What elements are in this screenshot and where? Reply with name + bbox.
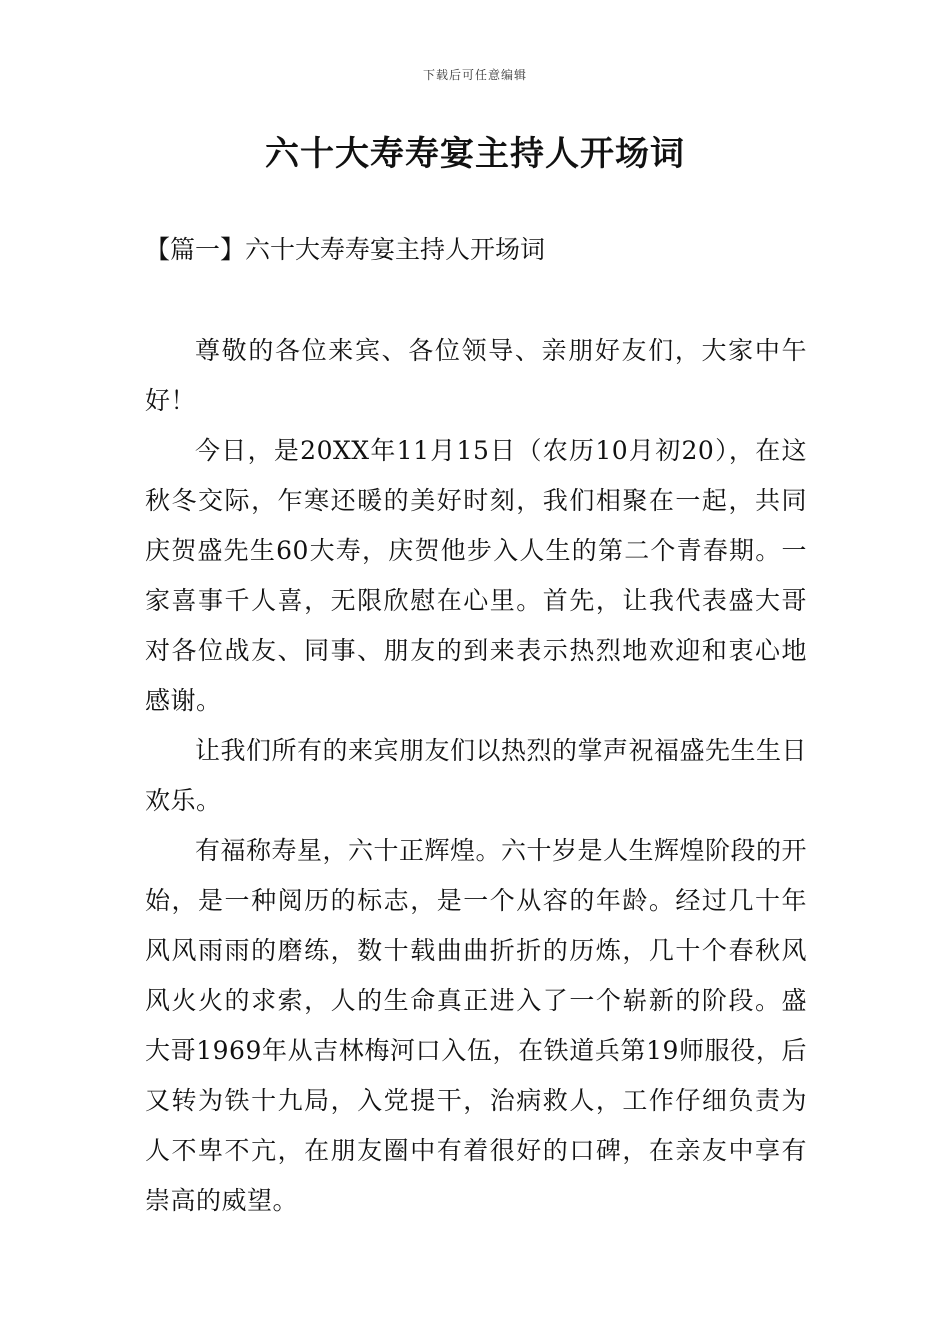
body-text — [145, 326, 807, 1226]
document-title: 六十大寿寿宴主持人开场词 — [265, 134, 685, 174]
header-note: 下载后可任意编辑 — [422, 68, 527, 82]
paragraph-biography: 有福称寿星，六十正辉煌。六十岁是人生辉煌阶段的开始，是一种阅历的标志，是一个从容的年龄。经过几十年风风雨雨的磨练，数十载曲曲折折的历炼，几十个春秋风风火火的求索，人的生命真正进入了一个崭新的阶段。盛大哥1969年从吉林梅河口入伍，在铁道兵第19师服役，后又转为铁十九局，入党提干，治病救人，工作仔细负责为人不卑不亢，在朋友圈中有着很好的口碑，在亲友中享有崇高的威望。 — [145, 836, 808, 1215]
paragraph-applause: 让我们所有的来宾朋友们以热烈的掌声祝福盛先生生日欢乐。 — [145, 736, 808, 815]
paragraph-occasion: 今日，是20XX年11月15日（农历10月初20），在这秋冬交际，乍寒还暖的美好时刻，我们相聚在一起，共同庆贺盛先生60大寿，庆贺他步入人生的第二个青春期。一家喜事千人喜，无限欣慰在心里。首先，让我代表盛大哥对各位战友、同事、朋友的到来表示热烈地欢迎和衷心地感谢。 — [145, 436, 807, 715]
section-heading: 【篇一】六十大寿寿宴主持人开场词 — [145, 235, 546, 264]
paragraph-greeting: 尊敬的各位来宾、各位领导、亲朋好友们，大家中午好！ — [145, 336, 807, 415]
